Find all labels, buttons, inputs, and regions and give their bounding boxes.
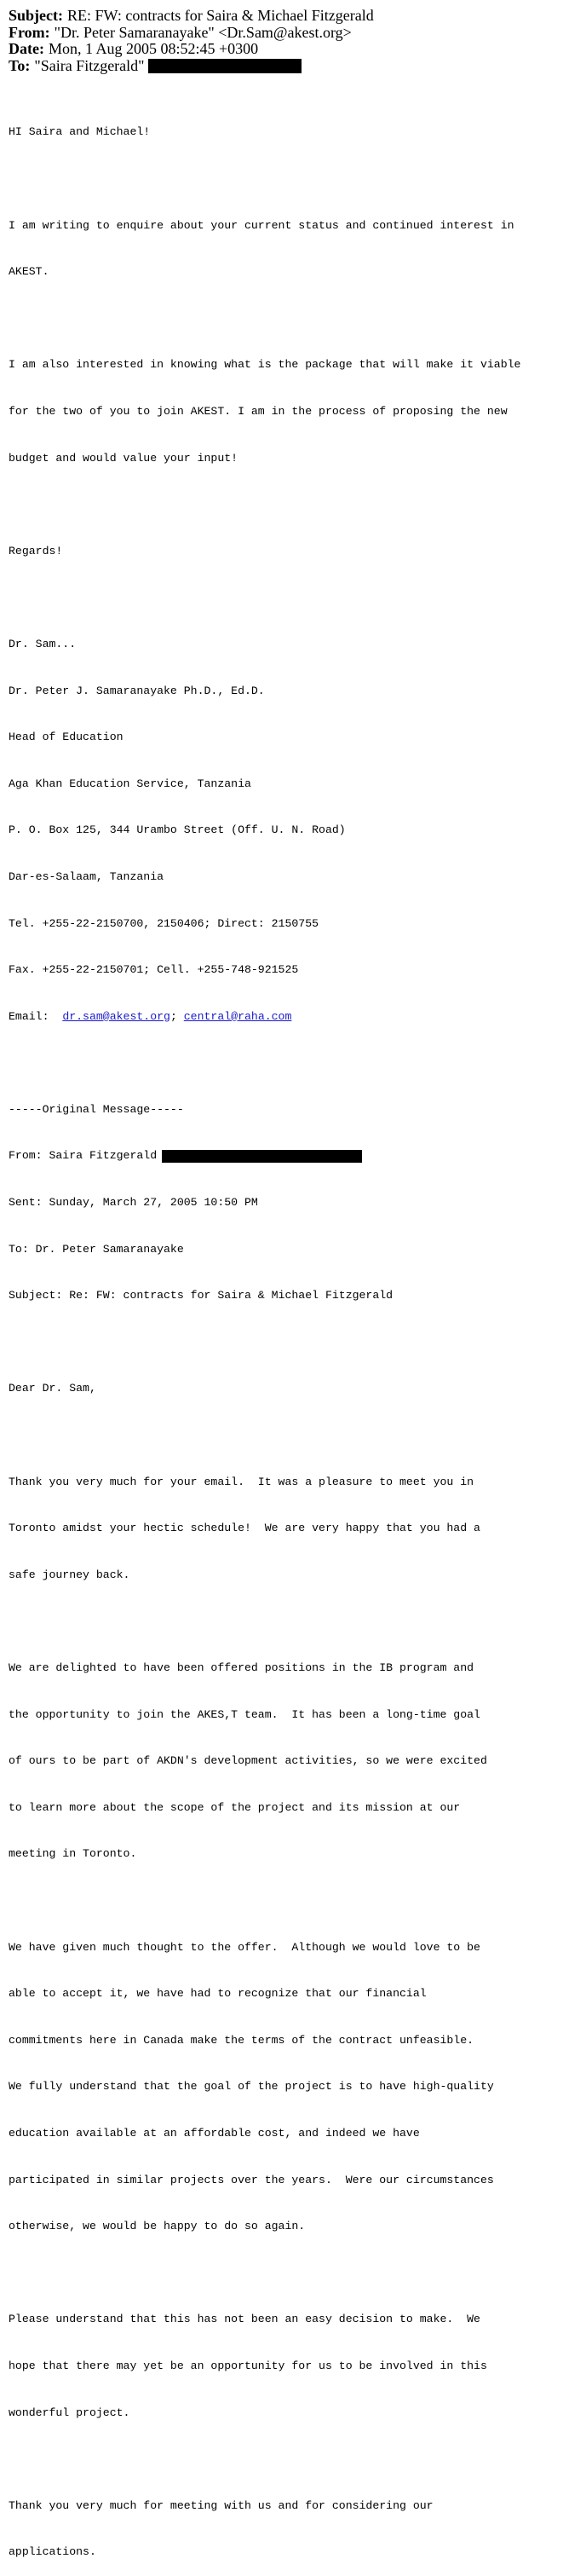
email-body — [9, 94, 579, 2576]
original-subject: Subject: Re: FW: contracts for Saira & Michael Fitzgerald — [9, 1289, 394, 1302]
email-headers — [9, 8, 579, 74]
redaction-bar — [162, 1150, 362, 1163]
email-label: Email: — [9, 1009, 63, 1023]
original-paragraph-line: able to accept it, we have had to recognize that our financial — [9, 1987, 427, 2001]
reply-paragraph-line: for the two of you to join AKEST. I am in the process of proposing the new — [9, 404, 508, 418]
greeting: HI Saira and Michael! — [9, 125, 151, 139]
date-line — [9, 41, 579, 58]
original-paragraph-line: Toronto amidst your hectic schedule! We are very happy that you had a — [9, 1522, 480, 1535]
original-paragraph-line: to learn more about the scope of the project and its mission at our — [9, 1800, 461, 1814]
signature-line: P. O. Box 125, 344 Urambo Street (Off. U. N. Road) — [9, 823, 346, 837]
original-paragraph-line: of ours to be part of AKDN's development activities, so we were excited — [9, 1754, 487, 1768]
to-line — [9, 58, 579, 75]
original-paragraph-line: wonderful project. — [9, 2406, 130, 2419]
original-paragraph-line: education available at an affordable cost, and indeed we have — [9, 2126, 420, 2140]
original-paragraph-line: participated in similar projects over the years. Were our circumstances — [9, 2173, 494, 2186]
original-from-line — [9, 1148, 579, 1164]
subject-line — [9, 8, 579, 25]
date-value: Mon, 1 Aug 2005 08:52:45 +0300 — [48, 40, 259, 58]
signature-line: Head of Education — [9, 731, 124, 744]
from-line — [9, 25, 579, 42]
email-link-raha[interactable]: central@raha.com — [183, 1009, 292, 1023]
email-line — [9, 1009, 579, 1025]
to-label: To: — [9, 56, 31, 74]
subject-value: RE: FW: contracts for Saira & Michael Fitzgerald — [67, 7, 374, 25]
signature-line: Aga Khan Education Service, Tanzania — [9, 777, 251, 790]
from-value: "Dr. Peter Samaranayake" <Dr.Sam@akest.org> — [54, 23, 352, 41]
original-paragraph-line: commitments here in Canada make the terms of the contract unfeasible. — [9, 2033, 474, 2047]
signature-line: Fax. +255-22-2150701; Cell. +255-748-921525 — [9, 963, 299, 977]
original-paragraph-line: We are delighted to have been offered positions in the IB program and — [9, 1661, 474, 1674]
subject-label: Subject: — [9, 7, 63, 25]
original-paragraph-line: otherwise, we would be happy to do so again. — [9, 2220, 306, 2233]
original-paragraph-line: Please understand that this has not been an easy decision to make. We — [9, 2313, 480, 2326]
from-label: From: — [9, 23, 50, 41]
signature-line: Dar-es-Salaam, Tanzania — [9, 869, 164, 883]
original-sent: Sent: Sunday, March 27, 2005 10:50 PM — [9, 1196, 258, 1210]
email-separator: ; — [169, 1009, 184, 1023]
original-to: To: Dr. Peter Samaranayake — [9, 1242, 184, 1256]
signature-line: Tel. +255-22-2150700, 2150406; Direct: 2150755 — [9, 916, 319, 930]
original-paragraph-line: applications. — [9, 2545, 96, 2559]
signature-line: Dr. Peter J. Samaranayake Ph.D., Ed.D. — [9, 684, 265, 697]
original-paragraph-line: hope that there may yet be an opportunity for us to be involved in this — [9, 2359, 487, 2372]
original-paragraph-line: We have given much thought to the offer. Although we would love to be — [9, 1940, 480, 1954]
reply-paragraph-line: budget and would value your input! — [9, 451, 238, 465]
date-label: Date: — [9, 40, 44, 58]
closing: Regards! — [9, 544, 63, 557]
original-paragraph-line: We fully understand that the goal of the project is to have high-quality — [9, 2080, 494, 2094]
original-message-separator: -----Original Message----- — [9, 1102, 184, 1116]
redaction-bar — [148, 59, 302, 73]
original-from: From: Saira Fitzgerald — [9, 1149, 158, 1163]
original-paragraph-line: the opportunity to join the AKES,T team. It has been a long-time goal — [9, 1707, 480, 1721]
reply-paragraph-line: I am also interested in knowing what is the package that will make it viable — [9, 358, 521, 372]
signature-line: Dr. Sam... — [9, 637, 77, 650]
original-paragraph-line: safe journey back. — [9, 1568, 130, 1581]
to-value: "Saira Fitzgerald" — [34, 56, 145, 74]
original-paragraph-line: meeting in Toronto. — [9, 1847, 137, 1861]
original-paragraph-line: Thank you very much for meeting with us and for considering our — [9, 2498, 434, 2512]
salutation: Dear Dr. Sam, — [9, 1382, 96, 1395]
original-paragraph-line: Thank you very much for your email. It was a pleasure to meet you in — [9, 1475, 474, 1488]
email-link-akest[interactable]: dr.sam@akest.org — [62, 1009, 170, 1023]
reply-paragraph-line: I am writing to enquire about your current status and continued interest in — [9, 218, 514, 232]
reply-paragraph-line: AKEST. — [9, 265, 49, 279]
